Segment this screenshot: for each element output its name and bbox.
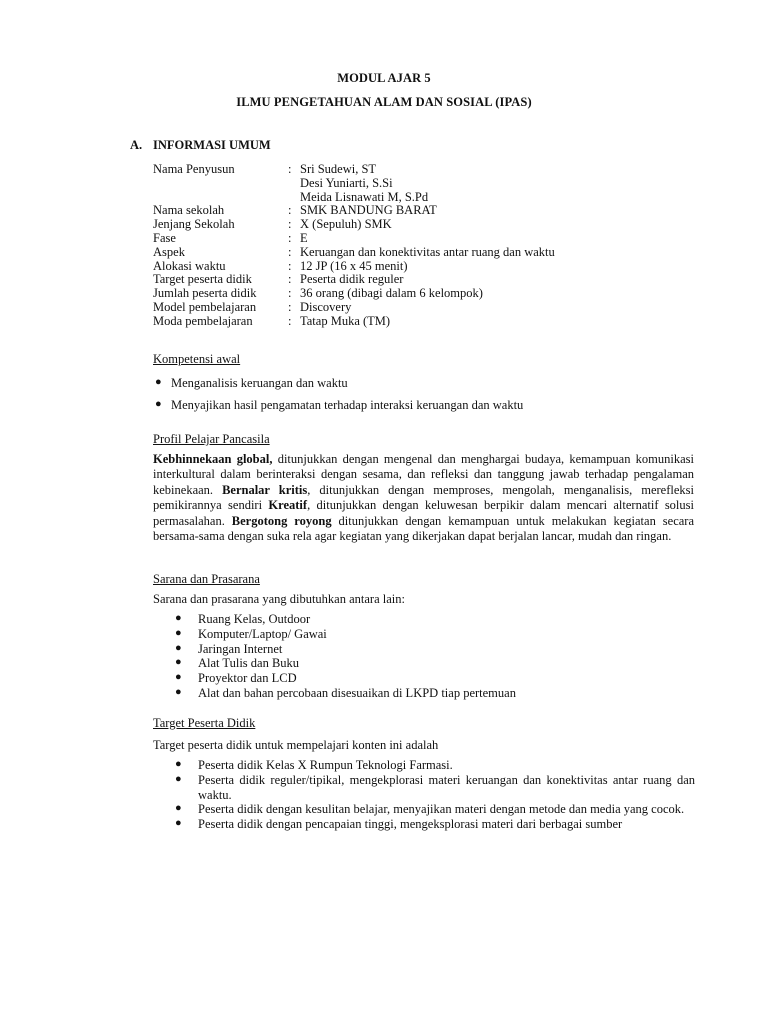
list-item-text: Komputer/Laptop/ Gawai	[198, 626, 327, 641]
info-row	[153, 259, 673, 273]
profil-text: , ditunjukkan dengan keluwesan berpikir dalam mencari alternatif solusi permasalahan.	[153, 498, 694, 528]
list-item-text: Peserta didik dengan kesulitan belajar, menyajikan materi dengan metode dan media yang cocok.	[198, 802, 685, 817]
list-item	[175, 656, 695, 671]
info-value: SMK BANDUNG BARAT	[300, 203, 437, 218]
section-number: A.	[130, 138, 143, 152]
list-item-text: Peserta didik dengan pencapaian tinggi, mengeksplorasi materi dari berbagai sumber	[198, 817, 623, 831]
info-row	[153, 217, 673, 231]
bullet-icon: ●	[175, 612, 182, 624]
info-value: Peserta didik reguler	[300, 272, 404, 287]
info-row	[153, 272, 673, 286]
info-colon: :	[288, 299, 292, 314]
info-colon: :	[288, 313, 292, 328]
list-item-text: Proyektor dan LCD	[198, 671, 297, 685]
subheading-target-peserta-didik: Target Peserta Didik	[153, 716, 256, 730]
info-row	[153, 286, 673, 300]
info-row	[153, 314, 673, 328]
subheading-profil-pelajar-pancasila: Profil Pelajar Pancasila	[153, 432, 270, 446]
info-value: X (Sepuluh) SMK	[300, 217, 392, 232]
info-row	[153, 231, 673, 245]
info-value: Sri Sudewi, ST	[300, 162, 377, 176]
info-value: Keruangan dan konektivitas antar ruang dan waktu	[300, 244, 555, 259]
info-row	[153, 190, 673, 204]
bullet-icon: ●	[155, 376, 162, 388]
info-value: 12 JP (16 x 45 menit)	[300, 258, 408, 273]
list-item	[153, 376, 693, 391]
section-heading-informasi-umum	[130, 138, 271, 153]
list-item-text: Jaringan Internet	[198, 641, 283, 656]
info-colon: :	[288, 217, 292, 232]
info-colon: :	[288, 272, 292, 287]
info-colon: :	[288, 258, 292, 273]
profil-bold-term: Kebhinnekaan global,	[153, 452, 273, 466]
info-row	[153, 162, 673, 176]
info-colon: :	[288, 244, 292, 259]
list-item	[175, 802, 695, 817]
info-label: Alokasi waktu	[153, 258, 226, 273]
info-label: Model pembelajaran	[153, 299, 257, 314]
profil-text: , ditunjukkan dengan memproses, mengolah, menganalisis, merefleksi pemikirannya sendiri	[153, 482, 694, 513]
list-item	[175, 627, 695, 642]
list-item	[175, 612, 695, 627]
list-item-text: Peserta didik reguler/tipikal, mengekplorasi materi keruangan dan konektivitas antar ruang dan waktu.	[198, 772, 695, 802]
bullet-icon: ●	[175, 685, 182, 698]
info-row	[153, 203, 673, 217]
list-item	[175, 758, 695, 773]
info-row	[153, 245, 673, 259]
document-subtitle: ILMU PENGETAHUAN ALAM DAN SOSIAL (IPAS)	[236, 95, 532, 109]
info-row	[153, 300, 673, 314]
info-label: Nama Penyusun	[153, 162, 235, 176]
list-item-text: Menyajikan hasil pengamatan terhadap interaksi keruangan dan waktu	[171, 397, 524, 412]
profil-bold-term: Bergotong royong	[231, 513, 332, 528]
info-row	[153, 176, 673, 190]
list-item	[153, 398, 693, 413]
info-colon	[288, 190, 300, 204]
profil-bold-term: Bernalar kritis	[222, 482, 308, 497]
profil-paragraph	[153, 452, 694, 544]
bullet-icon: ●	[175, 641, 182, 654]
list-item-text: Alat dan bahan percobaan disesuaikan di LKPD tiap pertemuan	[198, 685, 516, 700]
info-label: Aspek	[153, 244, 185, 259]
info-colon: :	[288, 203, 292, 218]
list-item-text: Alat Tulis dan Buku	[198, 656, 300, 671]
bullet-icon: ●	[175, 802, 182, 815]
info-label: Nama sekolah	[153, 203, 225, 218]
sarana-list	[175, 612, 695, 701]
target-list	[175, 758, 695, 832]
profil-text: ditunjukkan dengan kemampuan untuk melakukan kegiatan secara bersama-sama dengan suka rela agar kegiatan yang dikerjakan dapat berjalan lancar, mudah dan ringan.	[153, 513, 695, 543]
info-colon: :	[288, 162, 292, 176]
list-item	[175, 686, 695, 701]
bullet-icon: ●	[155, 397, 162, 410]
bullet-icon: ●	[175, 656, 182, 669]
info-colon: :	[288, 230, 292, 245]
info-label: Moda pembelajaran	[153, 313, 253, 328]
list-item	[175, 671, 695, 686]
info-label: Target peserta didik	[153, 272, 252, 287]
info-value: E	[300, 230, 308, 245]
info-label: Jumlah peserta didik	[153, 286, 257, 301]
info-value: 36 orang (dibagi dalam 6 kelompok)	[300, 286, 483, 301]
info-value: Discovery	[300, 299, 352, 314]
info-colon: :	[288, 286, 292, 301]
subheading-sarana-prasarana: Sarana dan Prasarana	[153, 572, 260, 586]
info-label	[153, 190, 288, 204]
list-item	[175, 773, 695, 803]
list-item-text: Menganalisis keruangan dan waktu	[171, 376, 348, 390]
bullet-icon: ●	[175, 817, 182, 829]
bullet-icon: ●	[175, 772, 182, 785]
info-value: Meida Lisnawati M, S.Pd	[300, 189, 429, 204]
sarana-intro: Sarana dan prasarana yang dibutuhkan antara lain:	[153, 592, 405, 606]
info-value: Desi Yuniarti, S.Si	[300, 175, 393, 190]
profil-bold-term: Kreatif	[268, 498, 308, 513]
bullet-icon: ●	[175, 671, 182, 683]
info-value: Tatap Muka (TM)	[300, 313, 391, 328]
info-table	[153, 162, 673, 328]
bullet-icon: ●	[175, 626, 182, 639]
info-label: Jenjang Sekolah	[153, 217, 235, 232]
list-item	[175, 642, 695, 657]
list-item	[175, 817, 695, 832]
bullet-icon: ●	[175, 758, 182, 770]
kompetensi-list	[153, 376, 693, 413]
list-item-text: Peserta didik Kelas X Rumpun Teknologi Farmasi.	[198, 758, 453, 772]
subheading-kompetensi-awal: Kompetensi awal	[153, 352, 241, 366]
profil-text: ditunjukkan dengan mengenal dan menghargai budaya, kemampuan komunikasi interkultural dalam berinteraksi dengan sesama, dan refleksi dan tanggung jawab terhadap pengalaman kebinekaan.	[153, 452, 694, 497]
target-intro: Target peserta didik untuk mempelajari konten ini adalah	[153, 738, 439, 752]
info-colon	[288, 176, 300, 190]
section-title: INFORMASI UMUM	[153, 138, 271, 152]
info-label: Fase	[153, 230, 176, 245]
info-label	[153, 176, 288, 190]
document-title: MODUL AJAR 5	[337, 71, 431, 85]
list-item-text: Ruang Kelas, Outdoor	[198, 612, 311, 626]
